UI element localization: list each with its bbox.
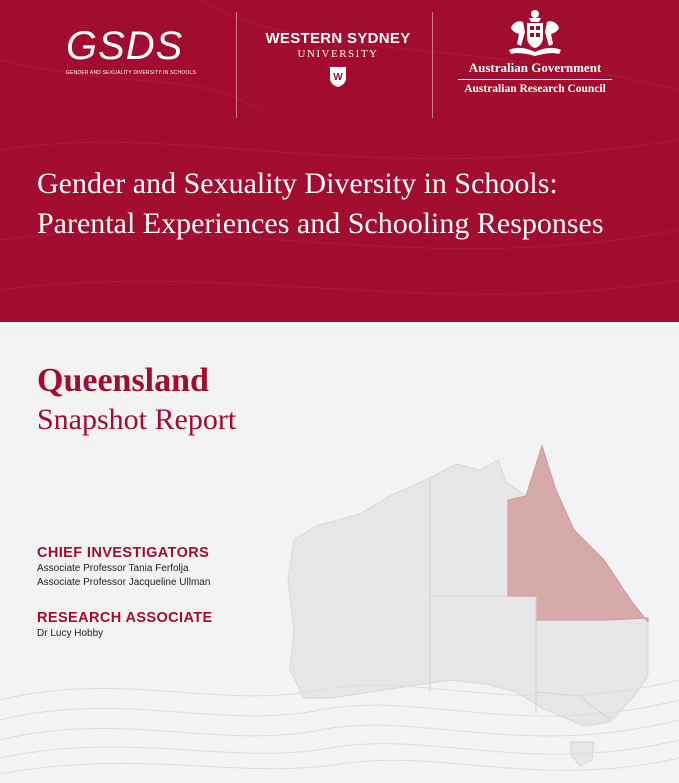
logo-divider xyxy=(432,12,433,118)
svg-text:W: W xyxy=(333,72,343,83)
gov-rule xyxy=(458,79,612,80)
research-associate xyxy=(37,610,297,641)
wsu-university: UNIVERSITY xyxy=(297,48,379,60)
chief-investigators xyxy=(37,545,297,590)
report-type: Snapshot Report xyxy=(37,403,237,436)
team-member: Associate Professor Tania Ferfolja xyxy=(37,563,189,574)
header-banner xyxy=(0,0,679,322)
logo-divider xyxy=(236,12,237,118)
wsu-shield-icon xyxy=(329,66,347,88)
decorative-waves xyxy=(0,640,679,783)
chief-investigators-heading: CHIEF INVESTIGATORS xyxy=(37,545,210,561)
report-title: Gender and Sexuality Diversity in Schools: Parental Experiences and Schooling Responses xyxy=(37,167,604,240)
wsu-name: WESTERN SYDNEY xyxy=(265,30,411,47)
gov-council: Australian Research Council xyxy=(464,83,606,95)
team-member: Associate Professor Jacqueline Ullman xyxy=(37,577,211,588)
team-member: Dr Lucy Hobby xyxy=(37,628,104,639)
gsds-logo xyxy=(66,24,206,76)
research-associate-heading: RESEARCH ASSOCIATE xyxy=(37,610,213,626)
gsds-wordmark: GSDS xyxy=(66,24,184,68)
coat-of-arms-icon xyxy=(499,6,571,58)
region-heading: Queensland xyxy=(37,362,209,399)
gov-logo xyxy=(452,6,618,95)
map-queensland xyxy=(508,446,648,622)
wsu-logo xyxy=(258,30,418,88)
gsds-tagline: GENDER AND SEXUALITY DIVERSITY IN SCHOOLS xyxy=(66,70,196,76)
gov-name: Australian Government xyxy=(468,60,602,75)
